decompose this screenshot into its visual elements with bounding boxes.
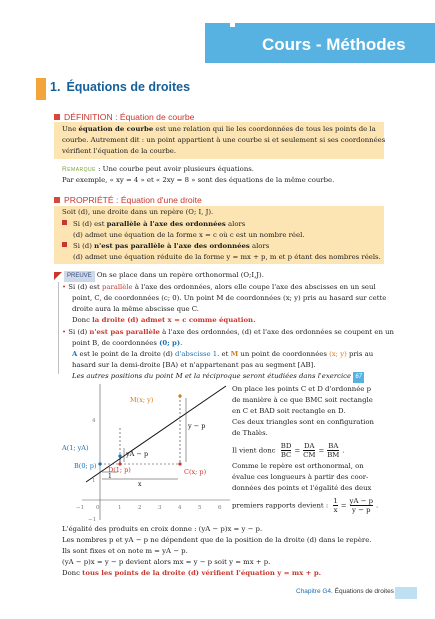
section-title-text: Équations de droites — [66, 80, 191, 94]
proof-p1-line-4: Donc la droite (d) admet x = c comme équation. — [72, 316, 256, 324]
conclusion-line: Donc tous les points de la droite (d) vérifient l'équation y = mx + p. — [62, 569, 322, 577]
definition-line-2: courbe. Autrement dit : un point appartient à une courbe si et seulement si ses coordonnées — [62, 136, 386, 144]
property-bullet-2: Si (d) n'est pas parallèle à l'axe des ordonnées alors — [62, 241, 269, 252]
x-tick-labels — [76, 505, 222, 511]
end-line-3: Ils sont fixes et on note m = yA − p. — [62, 547, 188, 555]
definition-line-3: vérifient l'équation de la courbe. — [62, 147, 177, 155]
svg-text:0: 0 — [96, 505, 100, 511]
svg-text:−1: −1 — [88, 517, 97, 522]
ratio-equality: premiers rapports devient : $\frac{1}{x}$ = $\frac{yA - p}{y - p}$ . — [232, 497, 379, 514]
end-line-1: L'égalité des produits en croix donne : (yA − p)x = y − p. — [62, 525, 263, 533]
right-line-1: On place les points C et D d'ordonnée p — [232, 385, 371, 393]
label-B: B(0; p) — [74, 462, 97, 470]
proof-p1-line-3: droite aura la même abscisse que C. — [72, 305, 199, 313]
section-title — [50, 80, 190, 94]
y-tick-labels — [88, 418, 96, 522]
page-header-title: Cours - Méthodes — [262, 35, 406, 54]
property-bullet-1: Si (d) est parallèle à l'axe des ordonnées alors — [62, 219, 245, 230]
svg-text:6: 6 — [218, 505, 222, 511]
exercise-ref-badge: 67 — [353, 372, 364, 383]
svg-text:−1: −1 — [76, 505, 85, 511]
svg-text:4: 4 — [178, 505, 182, 511]
definition-label: DÉFINITION : Équation de courbe — [54, 112, 194, 122]
point-M — [178, 394, 181, 397]
point-C — [178, 462, 181, 465]
proof-p1-line-1: • Si (d) est parallèle à l'axe des ordonnées, alors elle coupe l'axe des abscisses en un seul — [62, 283, 376, 291]
right-line-2: de manière à ce que BMC soit rectangle — [232, 396, 373, 404]
square-bullet-icon — [54, 114, 60, 120]
svg-text:2: 2 — [138, 505, 142, 511]
label-y-minus-p: y − p — [188, 422, 206, 430]
label-M: M(x; y) — [130, 396, 154, 404]
right-line-6: Comme le repère est orthonormal, on — [232, 462, 364, 470]
svg-text:3: 3 — [158, 505, 162, 511]
remark-line-1: Remarque : Une courbe peut avoir plusieurs équations. — [62, 165, 254, 173]
footer-accent — [395, 587, 417, 599]
page-footer: Chapitre G4. Équations de droites — [296, 588, 394, 595]
thales-equality: Il vient donc $\frac{BD}{BC}$ = $\frac{DA}{CM}$ = $\frac{BA}{BM}$ . — [232, 442, 345, 459]
svg-text:1: 1 — [92, 478, 96, 484]
svg-text:5: 5 — [198, 505, 202, 511]
right-line-8: données des points et l'égalité des deux — [232, 484, 372, 492]
proof-p2-line-3: A est le point de la droite (d) d'abscisse 1. et M un point de coordonnées (x; y) pris au — [72, 350, 374, 358]
property-bullet-2-line-2: (d) admet une équation réduite de la forme y = mx + p, m et p étant des nombres réels. — [73, 253, 381, 261]
section-marker — [36, 78, 46, 100]
proof-corner-icon — [54, 272, 62, 280]
property-bullet-1-line-2: (d) admet une équation de la forme x = c où c est un nombre réel. — [73, 231, 305, 239]
end-line-4: (yA − p)x = y − p devient alors mx = y − p soit y = mx + p. — [62, 558, 271, 566]
right-line-4: Ces deux triangles sont en configuration — [232, 418, 374, 426]
proof-p2-line-4: hasard sur la demi-droite [BA) et n'appartenant pas au segment [AB]. — [72, 361, 316, 369]
remark-line-2: Par exemple, « xy = 4 » et « 2xy = 8 » sont des équations de la même courbe. — [62, 176, 335, 184]
proof-p1-line-2: point, C, de coordonnées (c; 0). Un point M de coordonnées (x; y) pris au hasard sur cette — [72, 294, 387, 302]
svg-text:1: 1 — [118, 505, 122, 511]
right-line-5: de Thalès. — [232, 429, 268, 437]
label-C: C(x; p) — [184, 468, 207, 476]
right-line-3: en C et BAD soit rectangle en D. — [232, 407, 346, 415]
label-A: A(1; yA) — [62, 444, 89, 452]
end-line-2: Les nombres p et yA − p ne dépendent que de la position de la droite (d) dans le repère. — [62, 536, 372, 544]
label-D: D(1; p) — [108, 466, 131, 474]
property-label: PROPRIÉTÉ : Équation d'une droite — [54, 195, 202, 205]
proof-margin-line — [58, 282, 59, 374]
point-A — [118, 454, 121, 457]
proof-p2-line-2: point B, de coordonnées (0; p). — [72, 339, 183, 347]
label-one: 1 — [108, 473, 112, 480]
section-number: 1. — [50, 80, 61, 94]
proof-tag: PREUVE — [64, 271, 95, 282]
label-x: x — [138, 481, 142, 488]
property-intro: Soit (d), une droite dans un repère (O; I, J). — [62, 208, 214, 216]
point-B — [98, 462, 101, 465]
definition-line-1: Une équation de courbe est une relation qui lie les coordonnées de tous les points de la — [62, 125, 376, 133]
proof-figure — [62, 382, 232, 522]
proof-intro: PREUVE On se place dans un repère orthonormal (O;I,J). — [64, 270, 264, 282]
label-yA-minus-p: yA − p — [126, 450, 149, 458]
square-bullet-icon — [54, 197, 60, 203]
right-line-7: évalue ces longueurs à partir des coor- — [232, 473, 369, 481]
proof-p2-line-1: • Si (d) n'est pas parallèle à l'axe des ordonnées, (d) et l'axe des ordonnées se coupent en un — [62, 328, 394, 336]
proof-p2-line-5: Les autres positions du point M et la réciproque seront étudiées dans l'exercice 67 — [72, 371, 364, 383]
svg-text:4: 4 — [92, 418, 96, 424]
